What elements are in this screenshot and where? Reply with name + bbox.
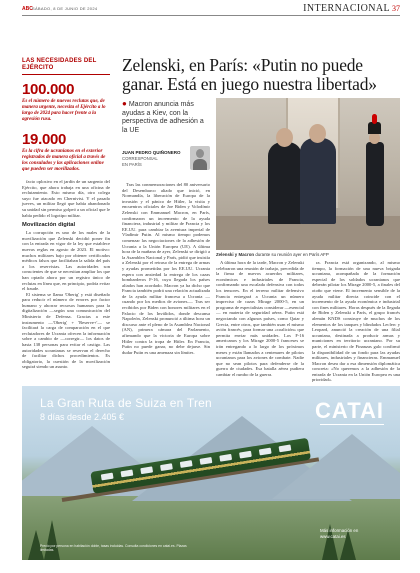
person-left-head [276, 128, 293, 147]
main-photo [216, 98, 400, 250]
page-number: 37 [392, 4, 400, 13]
sidebar-kicker: LAS NECESIDADES DEL EJÉRCITO [22, 58, 97, 71]
train-window [219, 454, 232, 462]
page-header [22, 0, 400, 16]
logo-underline [320, 424, 384, 425]
photo-caption [216, 252, 400, 257]
tree [44, 520, 60, 560]
ad-legal-text: Precio por persona en habitación doble, tasas incluidas. Consulta condiciones en catai.es. Plazas limitadas. [40, 544, 187, 552]
stat-recruits-value: 100.000 [22, 81, 75, 98]
section-title: INTERNACIONAL [303, 3, 390, 14]
sidebar-body [22, 179, 110, 370]
column-text: Tras las conmemoraciones del 80 aniversario del Desembarco aliado que inició, en Normandía, la liberación de Europa de la invasión y el pánico de Hitler, la visita y encuentros oficiales de Joe Biden y Volodímir Zelenski con Emmanuel Macron, en París, confirmaron un incremento de la ayuda financiera, industrial y militar de Francia y los EE.UU. para cambiar la aventura imperial de Vladímir Putin. Al mismo tiempo podemos comenzar las negociaciones de la adhesión de Ucrania a la Unión Europea (UE). A última hora de la mañana de ayer, Zelenski se dirigió a la Asamblea Nacional y París, pidió que insistía a Zelenski por el retraso de la entrega de armas y ayudas prometidas por los EE.UU. Ucrania espera con ansiedad la entrega de los cazas bombarderos F-16, cuya llegada los países aliados han acordado. Macron ya ha dicho que Francia también podrá una relación actualizada de la ayuda militar francesa a Ucrania —cuando por los medios de aviones—. Tras ser recibidos por Biden con honores militares en el Palacio de los Inválidos, donde descansa Napoleón, Zelenski pronunció a última hora un discurso ante el pleno de la Asamblea Nacional (AN), primera cámara del Parlamento, afirmando que la victoria de Europa sobre Hitler contra la tropa de Hitler. En Francia, Putin no puede ganar, no debe dejarse. Sin dudar Putin es una amenaza sin límites. [122, 182, 210, 355]
stat-abroad-desc: Es la cifra de ucranianos en el exterior registrados de manera oficial a través de los consulados y las aplicaciones online que pueden ser movilizados. [22, 149, 106, 172]
ad-info-link[interactable]: Más información en www.catai.es [320, 528, 359, 539]
subhead-text: Macron anuncia más ayudas a Kiev, con la perspectiva de adhesión a la UE [122, 101, 204, 134]
train-window [140, 466, 153, 474]
article-headline: Zelenski, en París: «Putin no puede ganar. Está en juego nuestra libertad» [122, 55, 377, 94]
sidebar-paragraph: La corrupción es uno de los males de la movilización que Zelenski decidió poner fin con la entrada en vigor de la ley que establece nuevas reglas en agosto de 2023. El motivo: muchos militares bajo por obtener certificados médicos falsos que facilitaban la salida del país a los reservistas. Las autoridades son conscientes de que se necesitan ampliar los que han optado ahora por un registro único de reclutas en línea que, en principio, podría evitar el fraude. [22, 230, 110, 292]
advertisement[interactable] [22, 386, 400, 560]
train-window [101, 473, 114, 481]
kicker-divider [22, 74, 110, 75]
person-left [268, 142, 302, 224]
ad-price: 8 días desde 2.405 € [40, 412, 125, 422]
issue-date: SÁBADO, 8 DE JUNIO DE 2024 [32, 6, 98, 11]
train-window [160, 463, 173, 471]
author-avatar [190, 146, 210, 170]
train-window [259, 448, 272, 456]
caption-bold: Zelenski y Macron [216, 252, 255, 257]
photo-credit: AFP [320, 252, 329, 257]
person-right-head [309, 124, 326, 143]
guard-plume [372, 114, 377, 124]
train-window [121, 470, 134, 478]
train-window [200, 457, 213, 465]
brand-logo: ABC [22, 6, 33, 12]
article-column-1 [122, 182, 210, 355]
train-window [279, 444, 292, 452]
column-text: ra. Francia está organizando, al mismo tiempo, la formación de una nueva brigada ucraniana, acompañada de la formación especial de los soldados ucranianos que deberán pilotar los Mirage 2000-5, a finales del otoño que viene. El incremento sensible de la ayuda militar directa coincide con el incremento de la ayuda económica e industrial con fines militares. Horas después de la llegada de Biden y Zelenski a París, el grupo francés alemán KNDS construye de muchos de los elementos de los tanques y blindados Leclerc y Leopard, anunció la creación de una filial ucraniana, destinada a producir armas y municiones en territorio ucraniano. Por su parte, el ministerio de Finanzas galo confirmó la disponibilidad de un fondo para las ayudas militares, industriales y financieras. Emmanuel Macron desea dar a esa dimensión diplomática concreta: «No queremos a la adhesión de la entrada de Ucrania en la Unión Europea es una prioridad». [312, 260, 400, 383]
guard [366, 142, 384, 226]
train-window [239, 451, 252, 459]
person-right [300, 138, 336, 224]
article-column-3 [312, 260, 400, 383]
column-text: A última hora de la tarde, Macron y Zelenski celebraron una reunión de trabajo, precedida de la firma de nuevos acuerdos militares, económicos e industriales de Francia, confirmando una escalada defensiva con todos los tensores. En el terreno militar defensivo Francia entregará a Ucrania un número impreciso de cazas Mirage 2000-5, en un programa de especialistas considerar —esencial— en materia de seguridad aérea. Putin está negociando con algunos países, como Qatar y Grecia, entre otros, que también usan el mismo avión francés, para formar una «coalición» que permita enviar más unidades. Los F-16 americanos y los Mirage 2000-5 franceses se irán entregando a lo largo de los próximos meses y están llamados a centenares de pilotos ucranianos para los aviones de combate. Nadie que no sean pilotos para defenderse de la guerra de ciudades. Esa batalla aérea pudiera cambiar el rumbo de la guerra. [216, 260, 305, 377]
author-city: EN PARÍS [122, 162, 142, 167]
article-column-2 [216, 260, 304, 377]
sidebar-paragraph: El sistema se llama 'Oberig' y está diseñado para reducir el número de errores por factor humano y ahorrar recursos humanos para la digitalización —según una comunicación del Ministerio de Defensa. Gracias a este instrumento —'Oberig' + 'Reserve+'— se facilitará la carga de comparación en el que reclutadores de Ucrania ofrecen la información sobre a cambio de —corregir— los datos de hasta 138 personas para evitar el castigo. Las autoridades ucranianas se reservan el derecho de facilitar dichos procedimientos. Es obligatorio, la cuestión de la movilización seguirá siendo un asunto. [22, 291, 110, 370]
train-window [180, 460, 193, 468]
sidebar-paragraph: facto oplosivo en el jardín de un sargento del Ejército, que ahora trabaja en una oficina de reclutamiento. Esto mismo día, otro colega suyo fue atacado en Chernivtsi. Y el pasado jueves, un militar llegó que había abandonado su unidad sin permiso golpeó a un oficial que le había pedido el logotipo militar. [22, 179, 110, 218]
stat-abroad-value: 19.000 [22, 131, 67, 148]
author-role: CORRESPONSAL [122, 156, 158, 161]
bullet-icon: ● [122, 99, 127, 108]
article-subhead [122, 100, 210, 135]
sidebar-stats [22, 58, 110, 370]
ad-title: La Gran Ruta de Suiza en Tren [40, 396, 212, 410]
stat-recruits-desc: Es el número de nuevos reclutas que, de manera urgente, necesita el Ejército a lo largo de 2024 para hacer frente a la agresión rusa. [22, 99, 106, 122]
header-divider [22, 15, 400, 16]
sidebar-subtitle: Movilización digital [22, 222, 76, 229]
author-name: JUAN PEDRO QUIÑONERO [122, 150, 181, 155]
ad-brand-logo[interactable]: CATAI [315, 398, 384, 423]
caption-text: durante su reunión ayer en París [255, 252, 320, 257]
